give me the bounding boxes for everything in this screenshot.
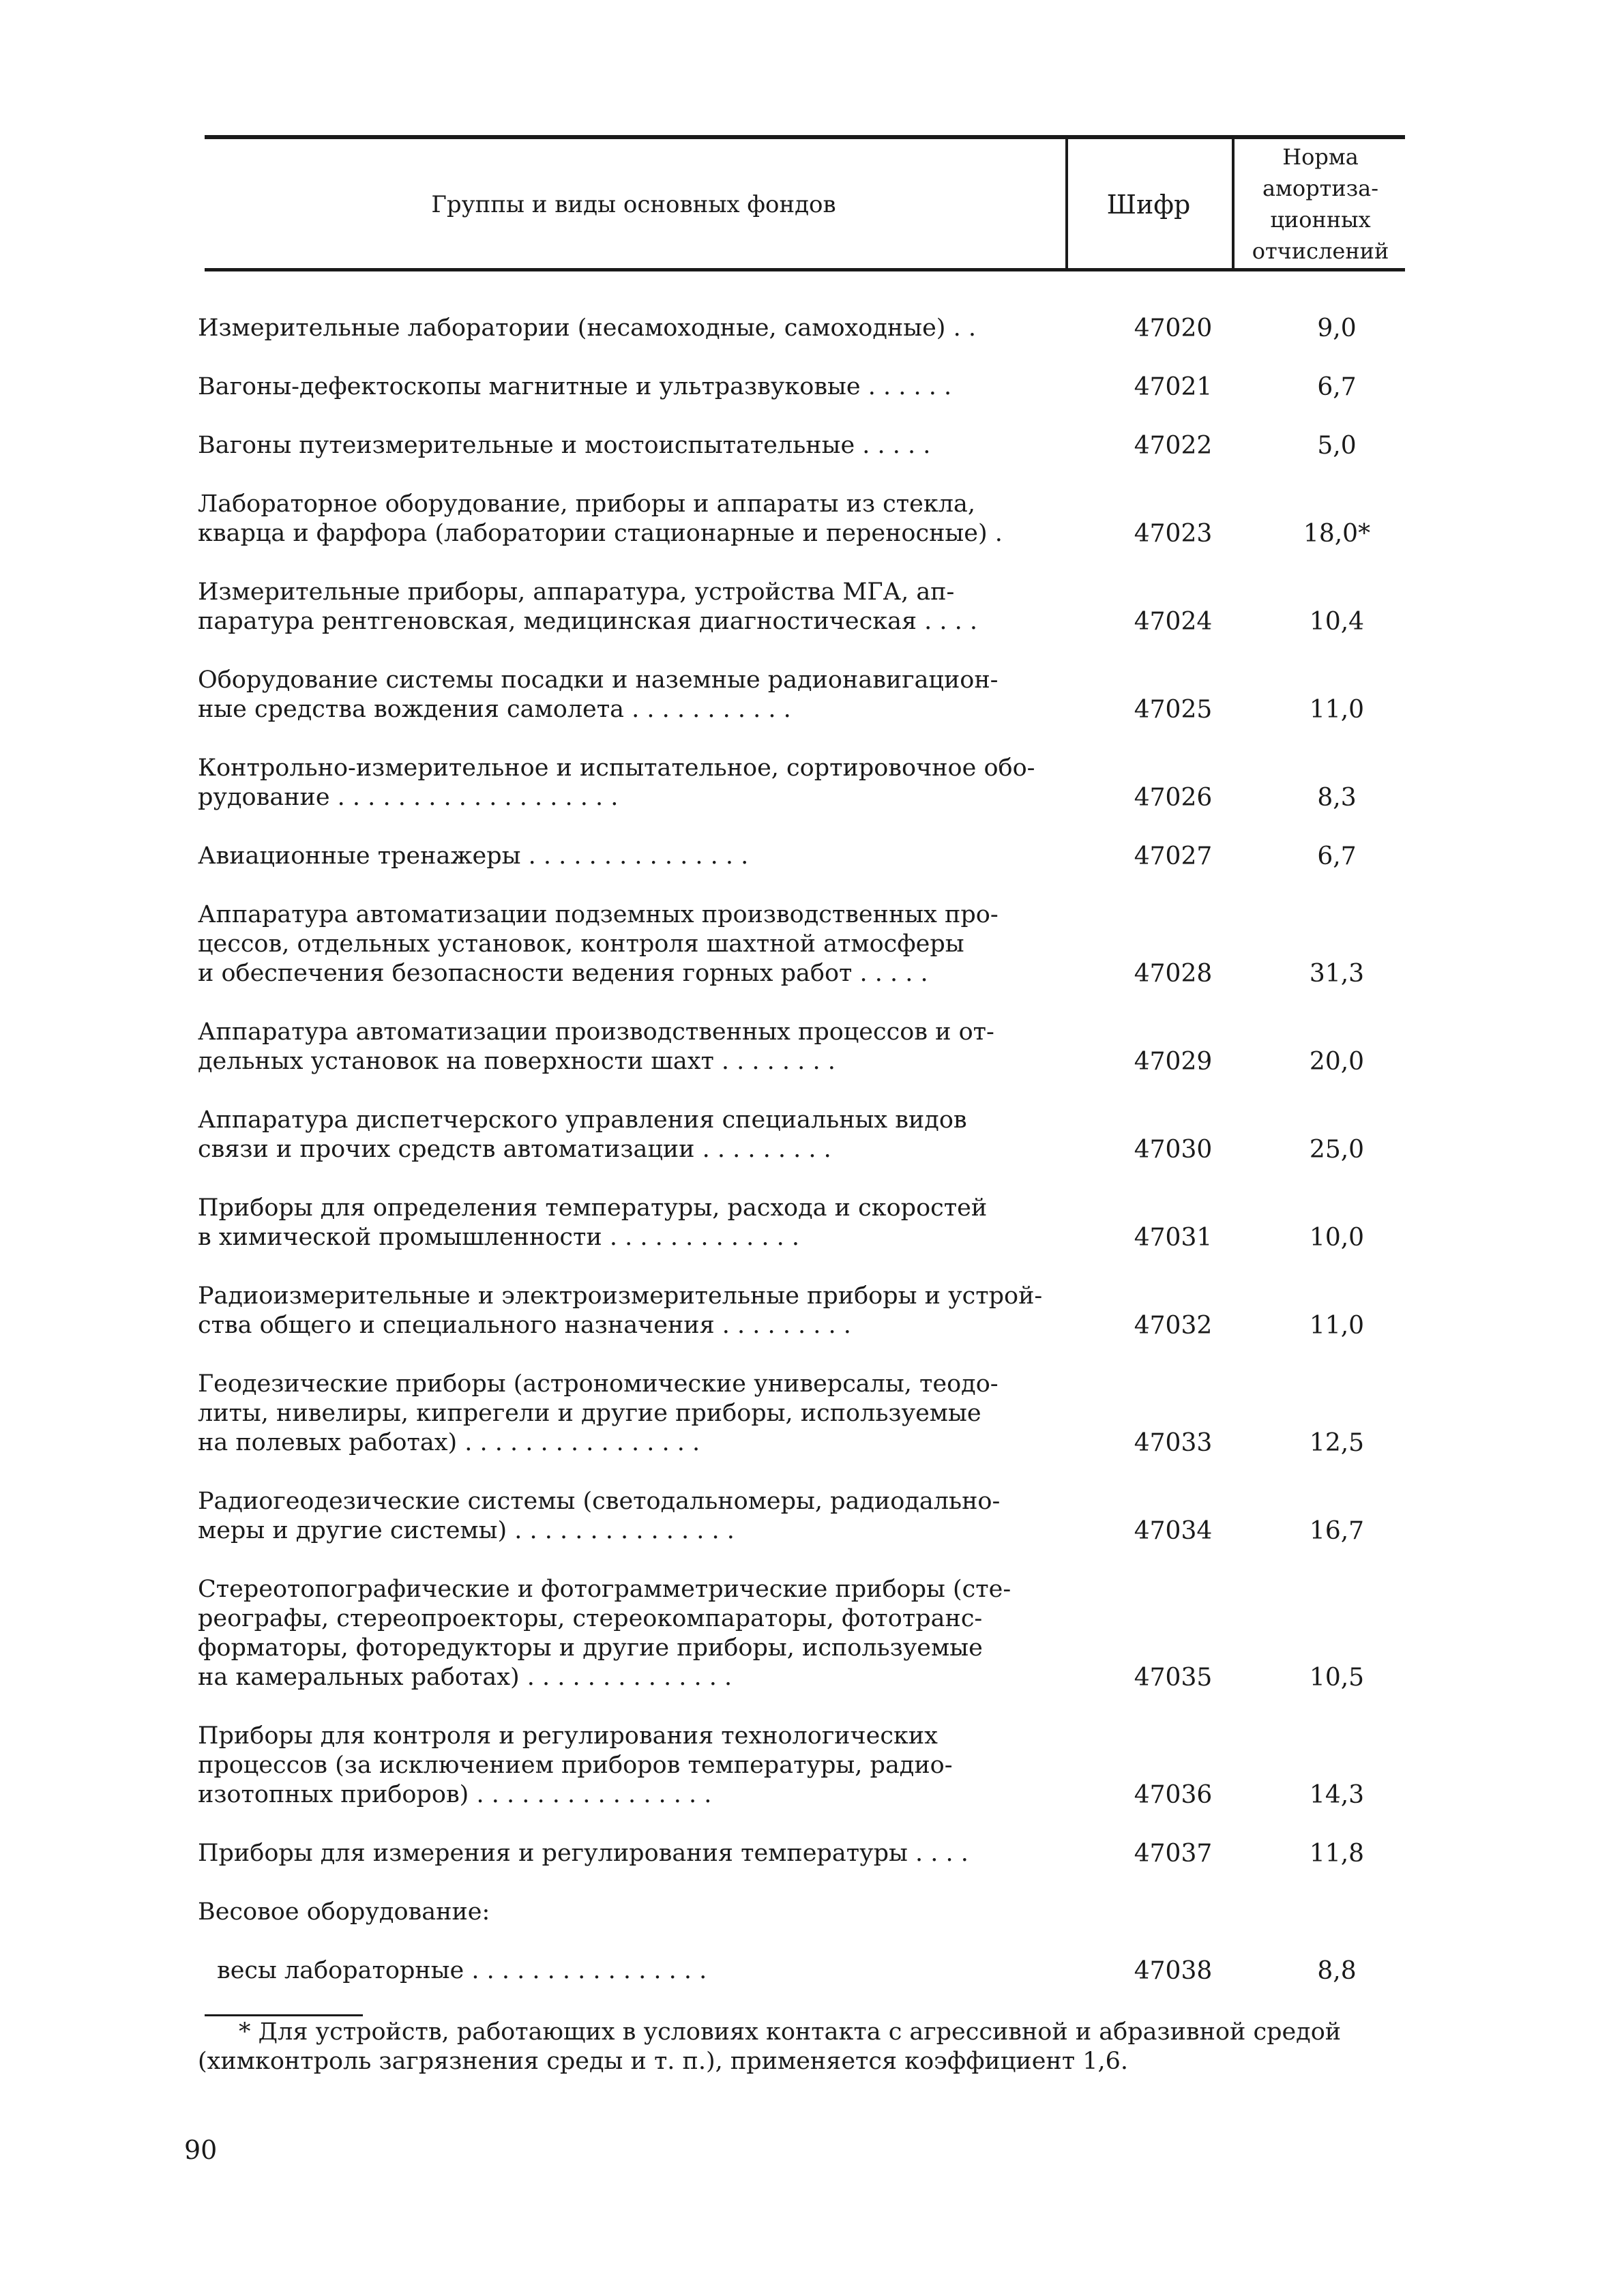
weighing-section-label: Весовое оборудование:	[198, 1898, 490, 1926]
row-norm: 14,3	[1309, 1781, 1365, 1809]
row-norm: 10,4	[1309, 608, 1365, 636]
row-norm: 12,5	[1309, 1429, 1365, 1457]
row-description: Приборы для контроля и регулирования технологических процессов (за исключением приборов температуры, радио- изотопных приборов) . . . . . . . . . . . . . . . .	[198, 1722, 953, 1808]
row-description: Стереотопографические и фотограмметрические приборы (сте- реографы, стереопроекторы, стереокомпараторы, фототранс- форматоры, фоторедукторы и другие приборы, используемые на камеральных работах) . . . . . . . . . . . . . .	[198, 1576, 1011, 1691]
row-norm: 25,0	[1309, 1136, 1365, 1164]
column-header-code: Шифр	[1106, 190, 1191, 220]
row-norm: 5,0	[1317, 432, 1357, 460]
page-number: 90	[184, 2135, 218, 2165]
row-description: Оборудование системы посадки и наземные радионавигацион- ные средства вождения самолета . . . . . . . . . . .	[198, 666, 999, 723]
row-code: 47035	[1134, 1664, 1213, 1692]
header-divider-norm	[1232, 136, 1235, 270]
row-description: Аппаратура автоматизации подземных производственных про- цессов, отдельных установок, контроля шахтной атмосферы и обеспечения безопасности ведения горных работ . . . . .	[198, 901, 999, 987]
row-code: 47032	[1134, 1312, 1213, 1340]
row-code: 47034	[1134, 1517, 1213, 1545]
table-top-rule	[205, 135, 1405, 139]
table-header-rule	[205, 268, 1405, 271]
row-norm: 18,0*	[1303, 520, 1371, 548]
row-description: Контрольно-измерительное и испытательное, сортировочное обо- рудование . . . . . . . . . . . . . . . . . . .	[198, 754, 1035, 811]
row-norm: 8,8	[1317, 1957, 1357, 1985]
row-code: 47026	[1134, 784, 1213, 812]
row-description: Измерительные лаборатории (несамоходные, самоходные) . .	[198, 314, 976, 342]
row-description: Радиоизмерительные и электроизмерительные приборы и устрой- ства общего и специального назначения . . . . . . . . .	[198, 1282, 1043, 1339]
row-code: 47031	[1134, 1224, 1213, 1252]
row-description: Радиогеодезические системы (светодальномеры, радиодально- меры и другие системы) . . . . . . . . . . . . . . .	[198, 1488, 1001, 1544]
row-norm: 6,7	[1317, 842, 1357, 870]
row-description: Аппаратура автоматизации производственных процессов и от- дельных установок на поверхности шахт . . . . . . . .	[198, 1018, 994, 1075]
row-norm: 11,0	[1309, 1312, 1365, 1340]
header-divider-code	[1065, 136, 1068, 270]
row-code: 47037	[1134, 1840, 1213, 1868]
row-norm: 11,0	[1309, 696, 1365, 724]
row-description: Аппаратура диспетчерского управления специальных видов связи и прочих средств автоматизации . . . . . . . . .	[198, 1106, 967, 1163]
row-norm: 10,5	[1309, 1664, 1365, 1692]
row-norm: 6,7	[1317, 373, 1357, 401]
row-code: 47024	[1134, 608, 1213, 636]
row-code: 47025	[1134, 696, 1213, 724]
row-code: 47030	[1134, 1136, 1213, 1164]
row-code: 47033	[1134, 1429, 1213, 1457]
row-norm: 31,3	[1309, 960, 1365, 988]
row-norm: 16,7	[1309, 1517, 1365, 1545]
row-description: Вагоны путеизмерительные и мостоиспытательные . . . . .	[198, 432, 931, 459]
row-code: 47038	[1134, 1957, 1213, 1985]
column-header-norm: Норма амортиза- ционных отчислений	[1252, 144, 1389, 264]
row-description: Лабораторное оборудование, приборы и аппараты из стекла, кварца и фарфора (лаборатории стационарные и переносные) .	[198, 490, 1003, 547]
row-norm: 8,3	[1317, 784, 1357, 812]
row-code: 47022	[1134, 432, 1213, 460]
footnote: * Для устройств, работающих в условиях контакта с агрессивной и абразивной средой (химконтроль загрязнения среды и т. п.), применяется коэффициент 1,6.	[198, 2018, 1342, 2075]
row-description: Приборы для определения температуры, расхода и скоростей в химической промышленности . . . . . . . . . . . . .	[198, 1194, 988, 1251]
row-norm: 11,8	[1309, 1840, 1365, 1868]
row-code: 47029	[1134, 1048, 1213, 1076]
row-description: Вагоны-дефектоскопы магнитные и ультразвуковые . . . . . .	[198, 373, 952, 400]
row-description: Геодезические приборы (астрономические универсалы, теодо- литы, нивелиры, кипрегели и другие приборы, используемые на полевых работах) . . . . . . . . . . . . . . . .	[198, 1370, 999, 1456]
row-code: 47023	[1134, 520, 1213, 548]
row-code: 47021	[1134, 373, 1213, 401]
row-norm: 9,0	[1317, 314, 1357, 342]
row-code: 47027	[1134, 842, 1213, 870]
row-description: Авиационные тренажеры . . . . . . . . . . . . . . .	[198, 842, 749, 870]
row-description: весы лабораторные . . . . . . . . . . . . . . . .	[217, 1957, 707, 1984]
row-description: Приборы для измерения и регулирования температуры . . . .	[198, 1840, 969, 1867]
row-code: 47036	[1134, 1781, 1213, 1809]
row-code: 47028	[1134, 960, 1213, 988]
row-description: Измерительные приборы, аппаратура, устройства МГА, ап- паратура рентгеновская, медицинская диагностическая . . . .	[198, 578, 978, 635]
row-norm: 10,0	[1309, 1224, 1365, 1252]
row-code: 47020	[1134, 314, 1213, 342]
row-norm: 20,0	[1309, 1048, 1365, 1076]
column-header-groups: Группы и виды основных фондов	[431, 191, 836, 218]
footnote-rule	[205, 2014, 363, 2016]
